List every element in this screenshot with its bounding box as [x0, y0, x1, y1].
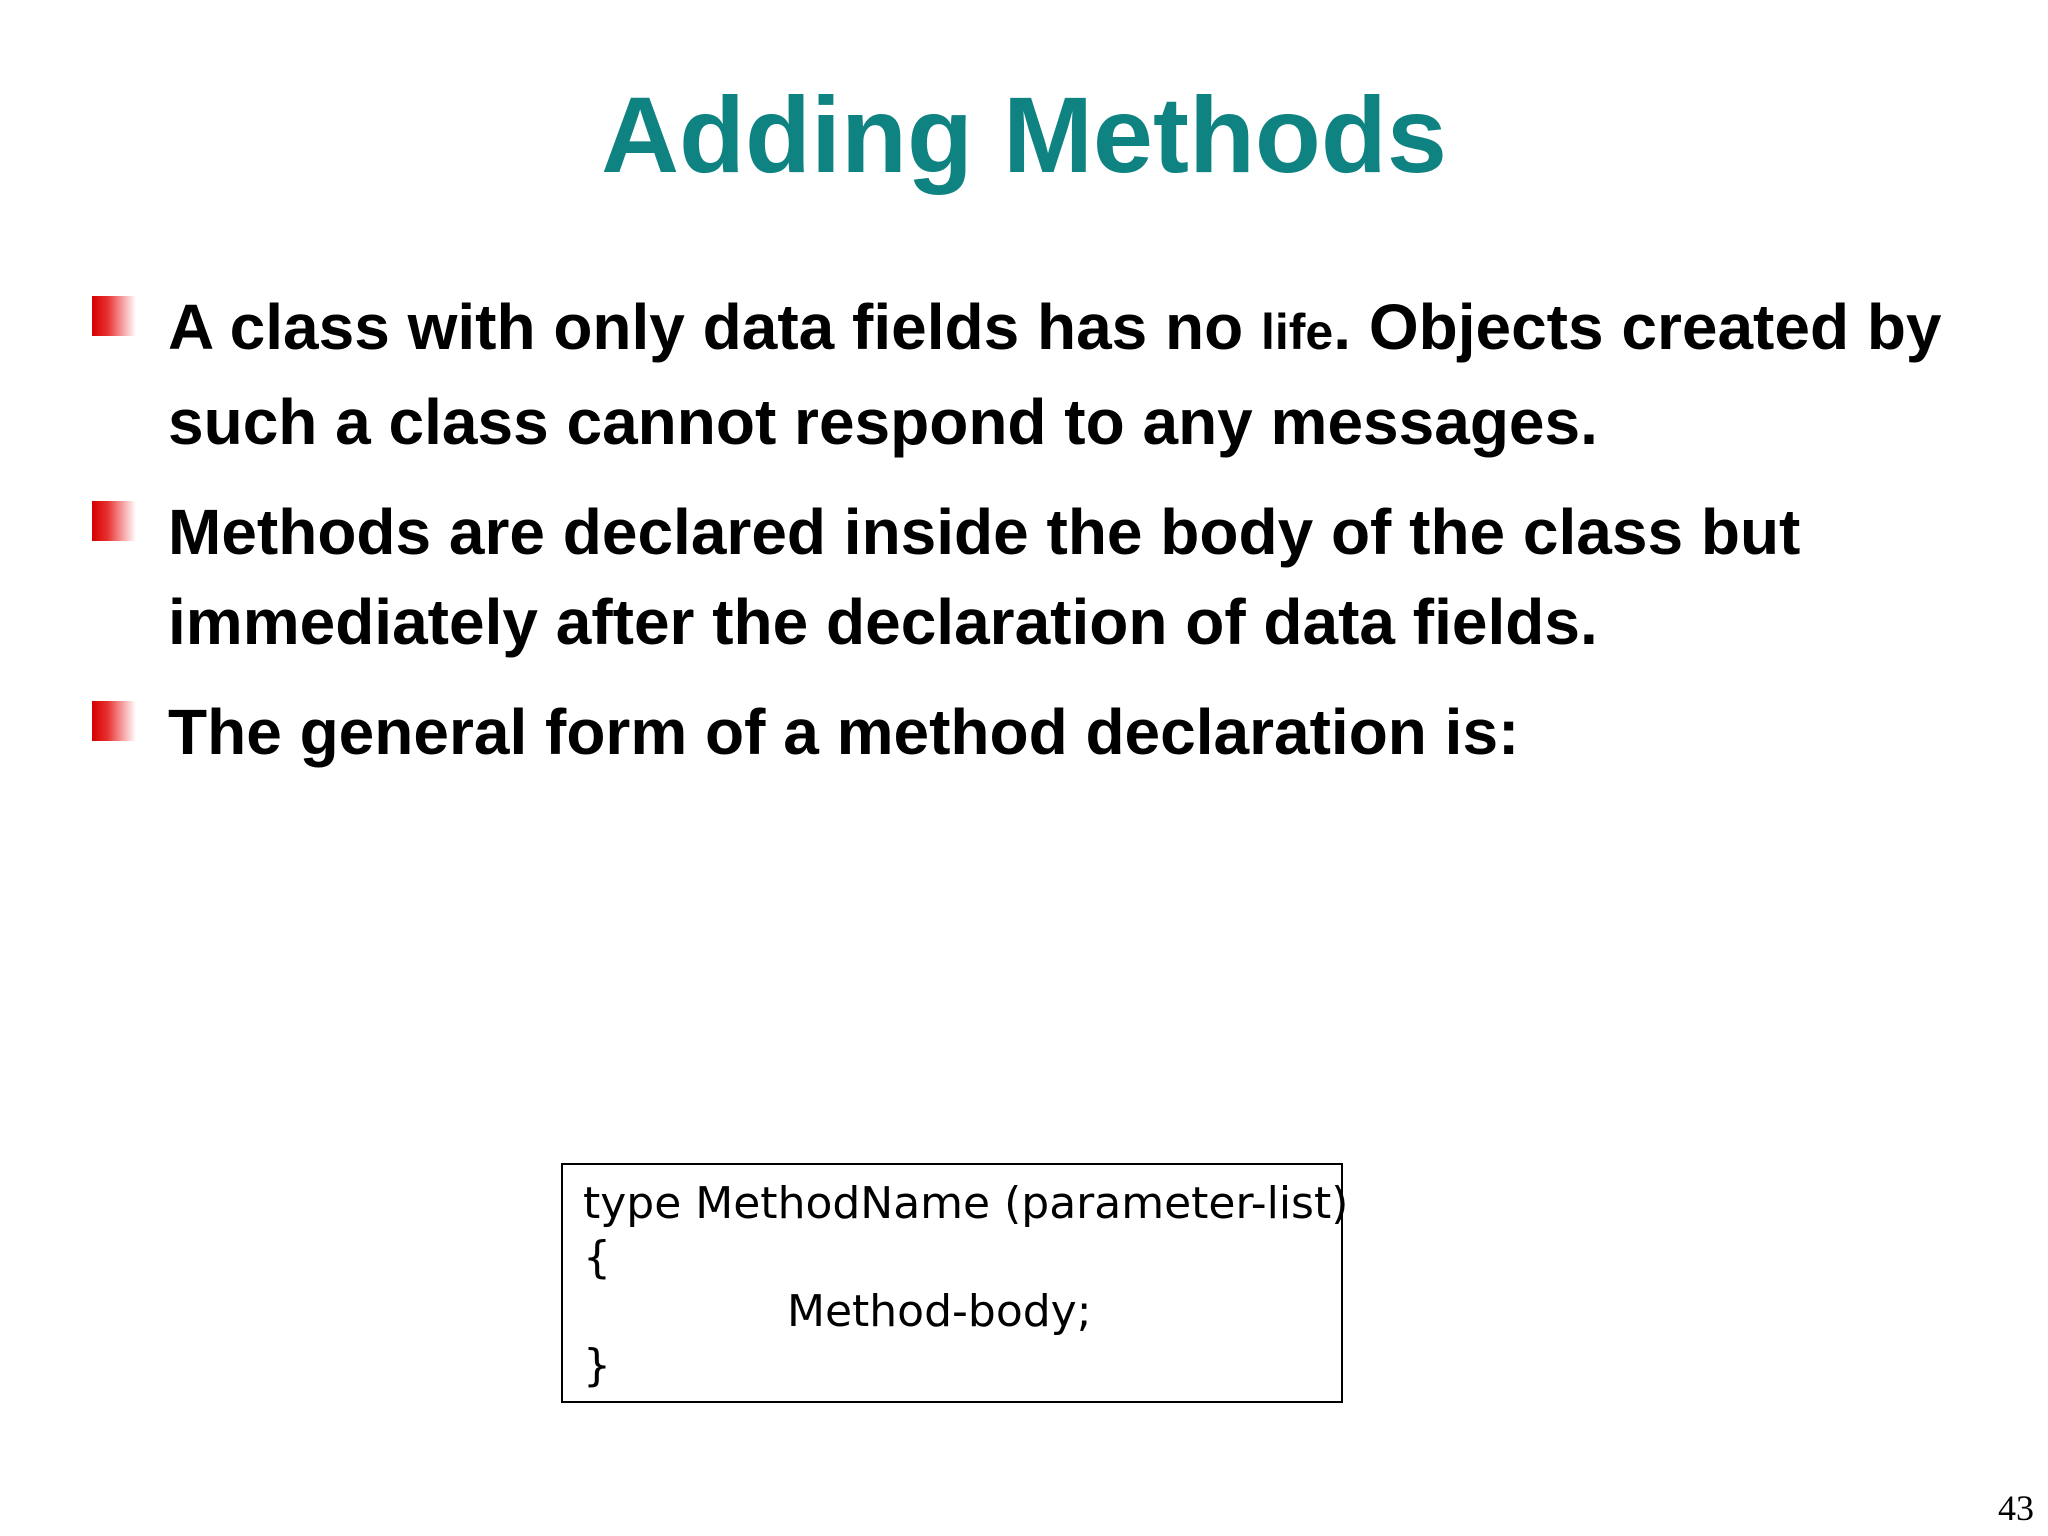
bullet-item-1 [92, 282, 2012, 467]
bullet-1-small-word: life [1261, 304, 1334, 360]
bullet-3-text: The general form of a method declaration is: [168, 696, 1520, 768]
bullet-item-3 [92, 687, 2012, 777]
bullet-item-2 [92, 487, 2012, 667]
page-number: 43 [1998, 1488, 2034, 1528]
gradient-square-bullet-icon [92, 296, 136, 336]
code-signature: type MethodName (parameter-list) [583, 1178, 1349, 1229]
bullet-1-text-part2: . Objects created by such a class cannot respond to any messages. [168, 291, 1942, 458]
code-open-brace: { [583, 1232, 611, 1283]
method-declaration-box [561, 1163, 1349, 1403]
slide-title: Adding Methods [601, 74, 1447, 195]
code-close-brace: } [583, 1340, 611, 1391]
code-body: Method-body; [787, 1286, 1092, 1337]
bullet-2-text: Methods are declared inside the body of the class but immediately after the declaration of data fields. [168, 496, 1801, 658]
bullet-list [92, 282, 2012, 797]
gradient-square-bullet-icon [92, 701, 136, 741]
gradient-square-bullet-icon [92, 501, 136, 541]
bullet-1-text-part1: A class with only data fields has no [168, 291, 1261, 363]
